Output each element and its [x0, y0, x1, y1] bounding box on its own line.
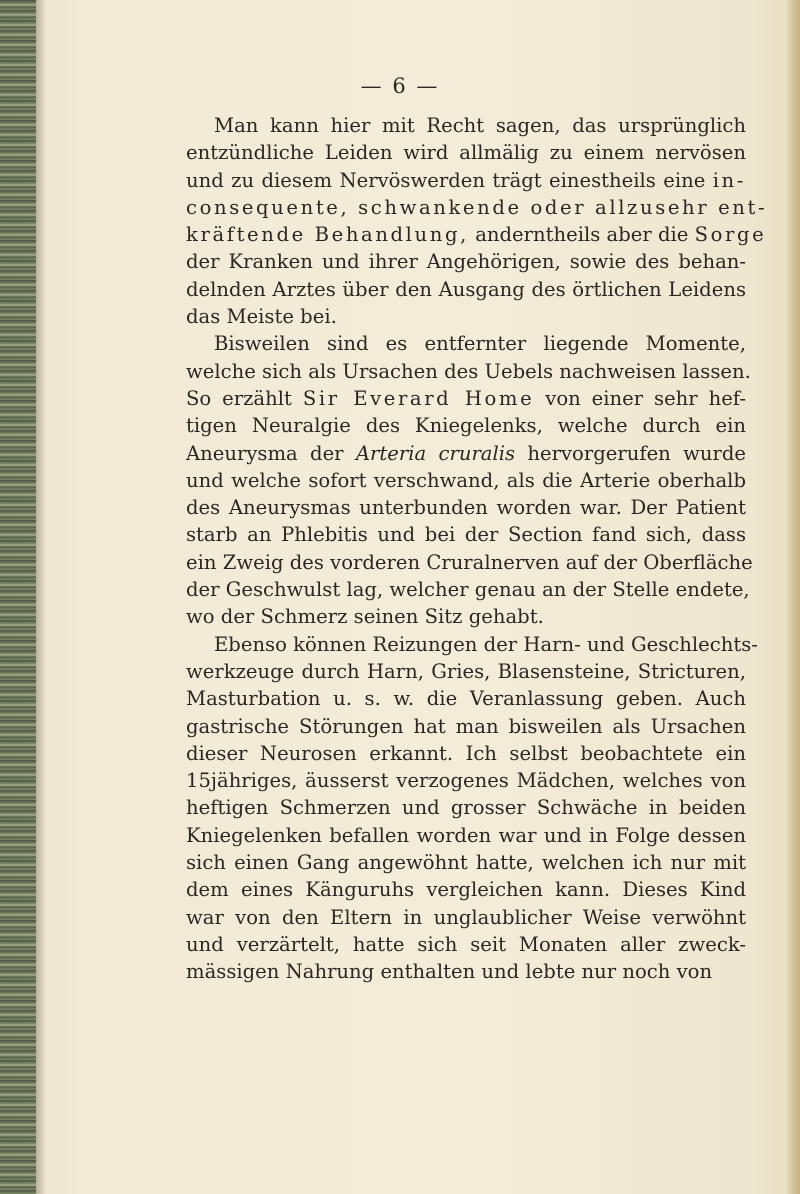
- text-line: welche sich als Ursachen des Uebels nachweisen lassen.: [186, 359, 751, 383]
- text-fragment: und zu diesem Nervöswerden trägt einestheils eine: [186, 168, 706, 192]
- text-line: entzündliche Leiden wird allmälig zu einem nervösen: [186, 141, 746, 165]
- text-line: sich einen Gang angewöhnt hatte, welchen ich nur mit: [186, 851, 746, 875]
- text-line: [186, 167, 746, 194]
- text-line: [186, 440, 746, 467]
- body-text: [186, 112, 768, 986]
- text-line: mässigen Nahrung enthalten und lebte nur noch von: [186, 960, 713, 984]
- text-line: der Kranken und ihrer Angehörigen, sowie des behan-: [186, 250, 746, 274]
- text-fragment: anderntheils aber die: [475, 223, 689, 247]
- text-line: des Aneurysmas unterbunden worden war. Der Patient: [186, 496, 746, 520]
- text-line: das Meiste bei.: [186, 305, 337, 329]
- text-line: [186, 385, 746, 412]
- text-fragment: hervorgerufen wurde: [527, 441, 746, 465]
- text-fragment: Aneurysma der: [186, 441, 344, 465]
- book-binding-edge-left: [0, 0, 36, 1194]
- page-number: — 6 —: [360, 74, 440, 98]
- text-line: werkzeuge durch Harn, Gries, Blasensteine, Stricturen,: [186, 659, 746, 683]
- text-line: Kniegelenken befallen worden war und in Folge dessen: [186, 823, 746, 847]
- text-line: Man kann hier mit Recht sagen, das ursprünglich: [214, 114, 746, 137]
- text-line: dem eines Känguruhs vergleichen kann. Dieses Kind: [186, 878, 746, 902]
- text-line: Masturbation u. s. w. die Veranlassung geben. Auch: [186, 687, 746, 711]
- emphasis-spaced-name: Sir Everard Home: [302, 386, 535, 410]
- text-line: ein Zweig des vorderen Cruralnerven auf der Oberfläche: [186, 550, 753, 574]
- text-line: delnden Arztes über den Ausgang des örtlichen Leidens: [186, 277, 746, 301]
- text-line: der Geschwulst lag, welcher genau an der Stelle endete,: [186, 578, 750, 602]
- text-line: und welche sofort verschwand, als die Arterie oberhalb: [186, 468, 746, 492]
- text-line: heftigen Schmerzen und grosser Schwäche in beiden: [186, 796, 746, 820]
- text-line: gastrische Störungen hat man bisweilen als Ursachen: [186, 714, 746, 738]
- text-line: dieser Neurosen erkannt. Ich selbst beobachtete ein: [186, 741, 746, 765]
- emphasis-spaced: kräftende Behandlung,: [186, 223, 469, 247]
- emphasis-spaced: Sorge: [694, 223, 767, 247]
- text-line: war von den Eltern in unglaublicher Weise verwöhnt: [186, 905, 746, 929]
- text-fragment: So erzählt: [186, 386, 292, 410]
- text-line: 15jähriges, äusserst verzogenes Mädchen, welches von: [186, 769, 746, 793]
- text-line: wo der Schmerz seinen Sitz gehabt.: [186, 605, 544, 629]
- text-line: Ebenso können Reizungen der Harn- und Geschlechts-: [214, 632, 758, 656]
- text-line: tigen Neuralgie des Kniegelenks, welche durch ein: [186, 414, 746, 438]
- text-line-emphasis: consequente, schwankende oder allzusehr ent-: [186, 195, 768, 219]
- text-fragment: von einer sehr hef-: [545, 386, 746, 410]
- italic-term: Arteria cruralis: [355, 441, 516, 465]
- text-line: starb an Phlebitis und bei der Section fand sich, dass: [186, 523, 746, 547]
- emphasis-spaced: in-: [712, 168, 746, 192]
- text-line: und verzärtelt, hatte sich seit Monaten aller zweck-: [186, 932, 746, 956]
- page-edge-right: [786, 0, 800, 1194]
- text-line: [186, 221, 767, 248]
- text-line: Bisweilen sind es entfernter liegende Momente,: [214, 332, 746, 356]
